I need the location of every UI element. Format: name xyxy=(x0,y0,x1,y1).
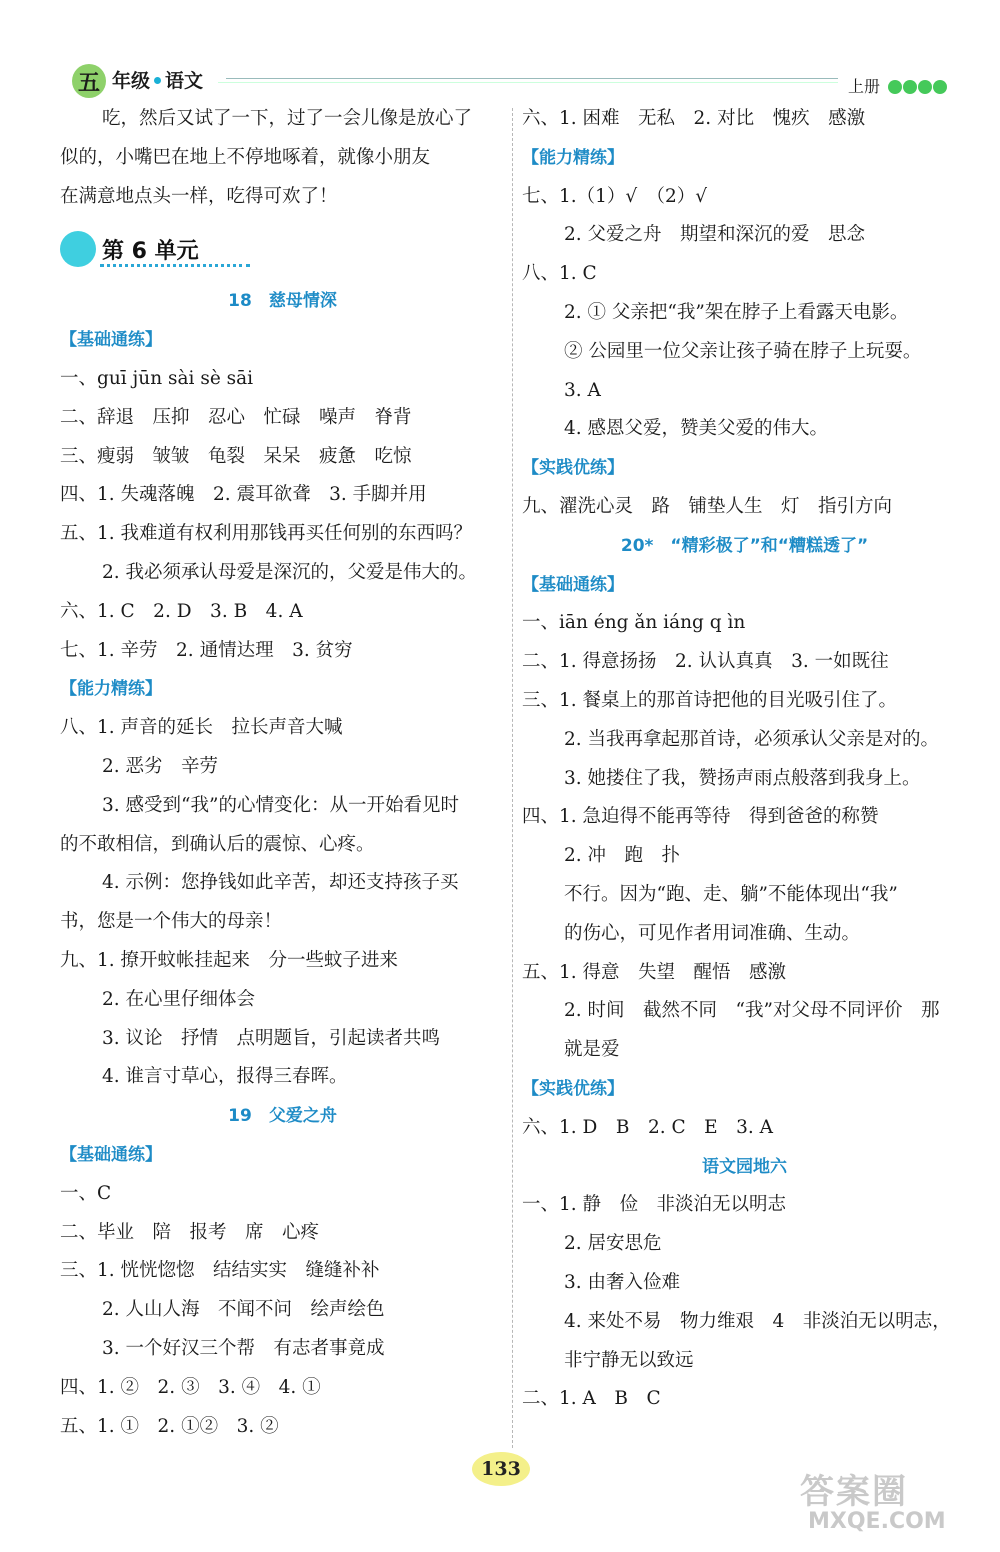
answer-line: 九、濯洗心灵 路 铺垫人生 灯 指引方向 xyxy=(522,495,893,517)
answer-line: 二、1. A B C xyxy=(522,1388,661,1410)
answer-line: 2. 父爱之舟 期望和深沉的爱 思念 xyxy=(564,224,866,246)
answer-line: 七、1. 辛劳 2. 通情达理 3. 贫穷 xyxy=(60,639,353,661)
answer-line: 的不敢相信，到确认后的震惊、心疼。 xyxy=(60,833,375,855)
section-heading: 【基础通练】 xyxy=(522,574,624,595)
header-dots xyxy=(888,80,947,94)
answer-line: 一、iān éng ǎn iáng q ìn xyxy=(522,612,746,634)
answer-line: 八、1. 声音的延长 拉长声音大喊 xyxy=(60,717,343,739)
garden-title: 语文园地六 xyxy=(702,1156,787,1177)
answer-line: 4. 来处不易 物力维艰 4 非淡泊无以明志， xyxy=(564,1310,951,1332)
answer-line: 2. ① 父亲把“我”架在脖子上看露天电影。 xyxy=(564,301,909,323)
answer-line: 五、1. ① 2. ①② 3. ② xyxy=(60,1415,279,1437)
answer-line: 就是爱 xyxy=(564,1039,620,1061)
answer-line: 一、1. 静 俭 非淡泊无以明志 xyxy=(522,1194,787,1216)
answer-line: 八、1. C xyxy=(522,263,597,285)
answer-line: 2. 时间 截然不同 “我”对父母不同评价 那 xyxy=(564,1000,940,1022)
text-line: 似的，小嘴巴在地上不停地啄着，就像小朋友 xyxy=(60,146,431,168)
answer-line: 4. 示例：您挣钱如此辛苦，却还支持孩子买 xyxy=(102,872,459,894)
answer-line: 五、1. 得意 失望 醒悟 感激 xyxy=(522,961,787,983)
answer-line: 2. 恶劣 辛劳 xyxy=(102,755,219,777)
answer-line: 不行。因为“跑、走、躺”不能体现出“我” xyxy=(564,883,898,905)
watermark-title: 答案圈 xyxy=(800,1472,908,1512)
separator-dot xyxy=(154,77,161,84)
answer-line: 的伤心，可见作者用词准确、生动。 xyxy=(564,922,861,944)
left-column xyxy=(60,100,505,1446)
lesson-title: 19 父爱之舟 xyxy=(228,1106,337,1127)
lesson-title: 18 慈母情深 xyxy=(228,291,337,312)
answer-line: 三、1. 餐桌上的那首诗把他的目光吸引住了。 xyxy=(522,689,898,711)
answer-line: 2. 冲 跑 扑 xyxy=(564,845,681,867)
answer-line: 六、1. C 2. D 3. B 4. A xyxy=(60,600,303,622)
right-column xyxy=(522,100,967,1419)
header-rule xyxy=(226,78,838,79)
answer-line: 2. 我必须承认母爱是深沉的，父爱是伟大的。 xyxy=(102,561,478,583)
answer-line: 四、1. 急迫得不能再等待 得到爸爸的称赞 xyxy=(522,806,879,828)
answer-line: 2. 居安思危 xyxy=(564,1233,662,1255)
answer-line: 二、毕业 陪 报考 席 心疼 xyxy=(60,1221,320,1243)
volume-label: 上册 xyxy=(848,77,881,96)
answer-line: 三、1. 恍恍惚惚 结结实实 缝缝补补 xyxy=(60,1260,380,1282)
answer-line: 3. 议论 抒情 点明题旨，引起读者共鸣 xyxy=(102,1027,441,1049)
section-heading: 【能力精练】 xyxy=(60,679,162,700)
answer-line: 3. 感受到“我”的心情变化：从一开始看见时 xyxy=(102,794,459,816)
answer-line: 四、1. 失魂落魄 2. 震耳欲聋 3. 手脚并用 xyxy=(60,484,427,506)
answer-line: 七、1.（1）√ （2）√ xyxy=(522,185,708,207)
text-line: 吃，然后又试了一下，过了一会儿像是放心了 xyxy=(102,108,473,129)
grade-subject xyxy=(112,66,203,93)
answer-line: 三、瘦弱 皱皱 龟裂 呆呆 疲惫 吃惊 xyxy=(60,445,412,467)
answer-line: 一、C xyxy=(60,1182,112,1204)
answer-line: 四、1. ② 2. ③ 3. ④ 4. ① xyxy=(60,1376,321,1398)
answer-line: 3. A xyxy=(564,379,601,401)
unit-title: 第 6 单元 xyxy=(102,238,199,264)
section-heading: 【实践优练】 xyxy=(522,458,624,479)
subject-label: 语文 xyxy=(165,70,204,92)
answer-line: 非宁静无以致远 xyxy=(564,1349,694,1371)
answer-line: ② 公园里一位父亲让孩子骑在脖子上玩耍。 xyxy=(564,340,922,362)
answer-line: 二、辞退 压抑 忍心 忙碌 噪声 脊背 xyxy=(60,406,412,428)
answer-line: 4. 感恩父爱，赞美父爱的伟大。 xyxy=(564,418,829,440)
answer-line: 九、1. 撩开蚊帐挂起来 分一些蚊子进来 xyxy=(60,949,399,971)
page-header xyxy=(0,0,1000,110)
unit-heading xyxy=(60,216,505,282)
text-line: 在满意地点头一样，吃得可欢了！ xyxy=(60,185,338,207)
page-number: 133 xyxy=(472,1452,530,1486)
section-heading: 【实践优练】 xyxy=(522,1078,624,1099)
grade-badge: 五 xyxy=(72,64,106,98)
answer-line: 五、1. 我难道有权利用那钱再买任何别的东西吗？ xyxy=(60,523,473,545)
watermark xyxy=(800,1464,946,1534)
answer-line: 二、1. 得意扬扬 2. 认认真真 3. 一如既往 xyxy=(522,651,889,673)
answer-line: 六、1. D B 2. C E 3. A xyxy=(522,1116,774,1138)
answer-line: 3. 她搂住了我，赞扬声雨点般落到我身上。 xyxy=(564,767,921,789)
unit-circle-icon xyxy=(60,231,96,267)
answer-line: 六、1. 困难 无私 2. 对比 愧疚 感激 xyxy=(522,108,866,129)
answer-line: 一、guī jūn sài sè sāi xyxy=(60,367,254,389)
answer-line: 书，您是一个伟大的母亲！ xyxy=(60,911,283,933)
column-divider xyxy=(512,108,513,1448)
watermark-url: MXQE.COM xyxy=(808,1509,946,1534)
section-heading: 【能力精练】 xyxy=(522,147,624,168)
answer-line: 4. 谁言寸草心，报得三春晖。 xyxy=(102,1066,348,1088)
answer-line: 2. 人山人海 不闻不问 绘声绘色 xyxy=(102,1299,385,1321)
section-heading: 【基础通练】 xyxy=(60,1144,162,1165)
grade-label: 年级 xyxy=(112,70,151,92)
unit-underline xyxy=(100,264,250,267)
answer-line: 2. 在心里仔细体会 xyxy=(102,988,256,1010)
section-heading: 【基础通练】 xyxy=(60,330,162,351)
answer-line: 3. 由奢入俭难 xyxy=(564,1271,681,1293)
answer-line: 2. 当我再拿起那首诗，必须承认父亲是对的。 xyxy=(564,728,940,750)
answer-line: 3. 一个好汉三个帮 有志者事竟成 xyxy=(102,1337,385,1359)
lesson-title: 20* “精彩极了”和“糟糕透了” xyxy=(620,535,869,556)
header-rule-secondary xyxy=(218,82,838,83)
